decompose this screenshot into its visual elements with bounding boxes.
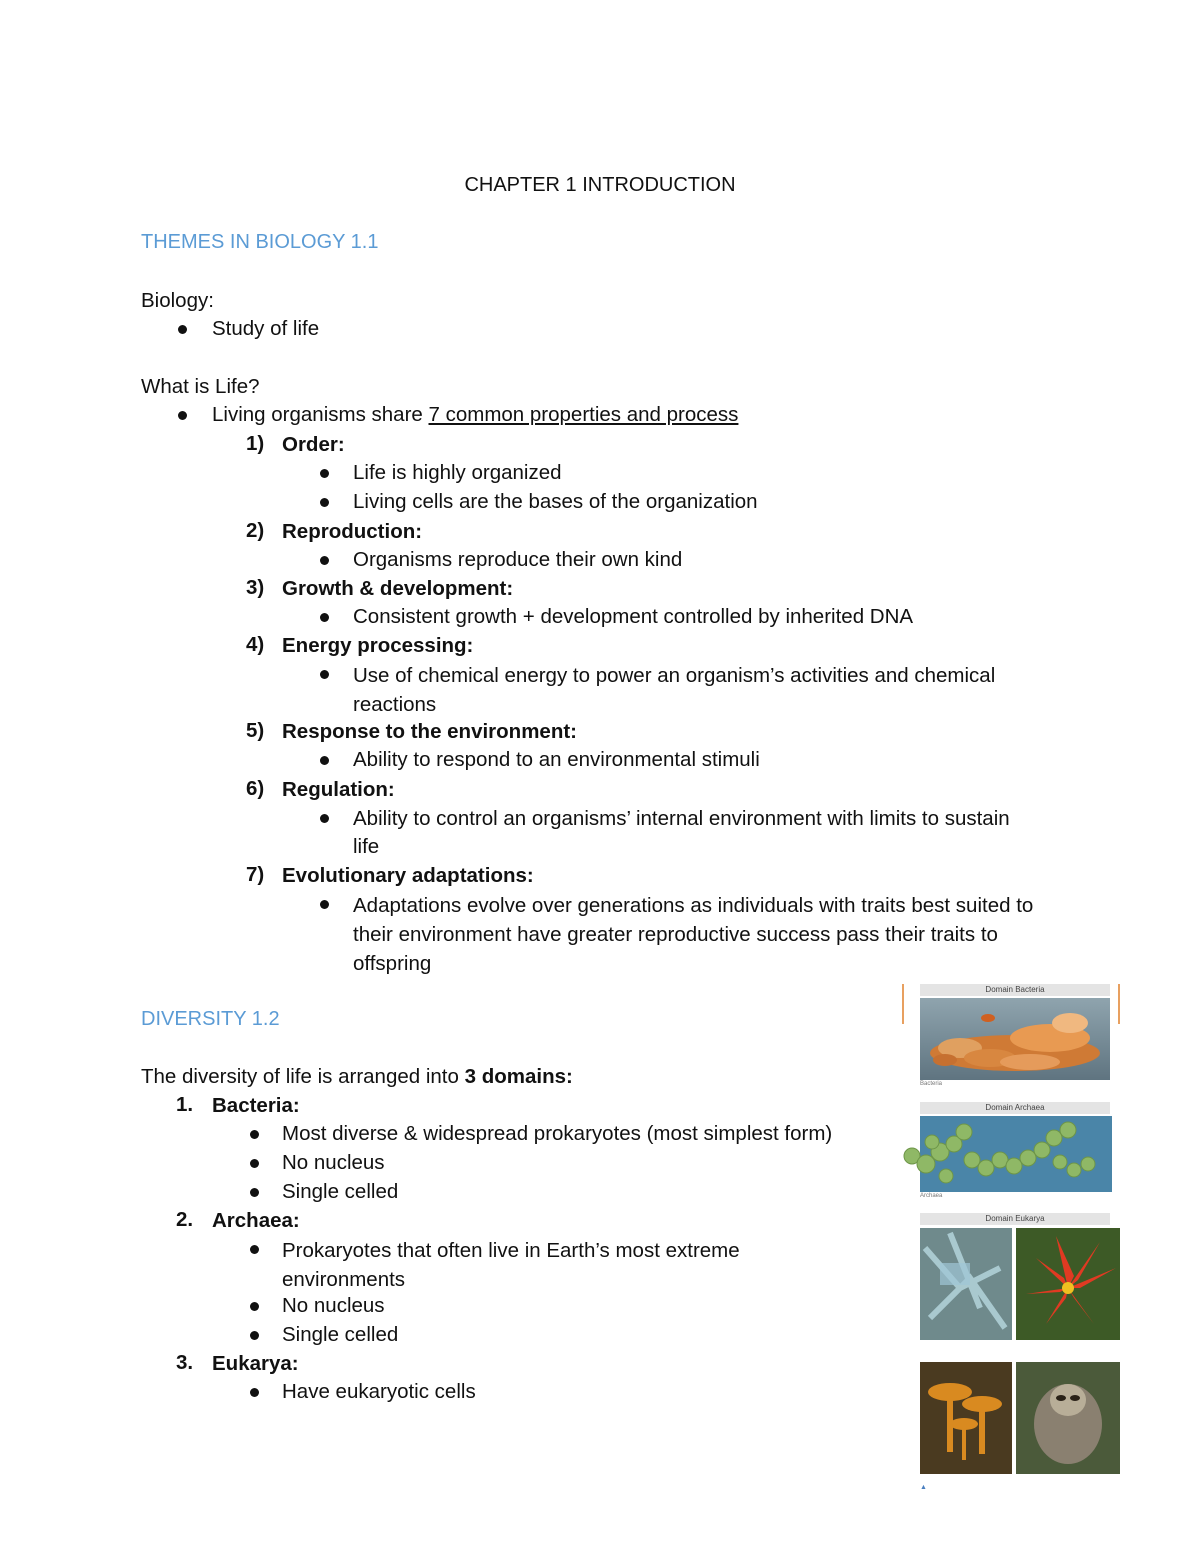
bullet-icon bbox=[250, 1159, 259, 1168]
page-title: CHAPTER 1 INTRODUCTION bbox=[464, 174, 736, 196]
life-intro bbox=[212, 402, 738, 428]
bullet-icon bbox=[250, 1302, 259, 1311]
bullet-icon bbox=[250, 1188, 259, 1197]
biology-label: Biology: bbox=[141, 289, 214, 312]
bullet-icon bbox=[250, 1388, 259, 1397]
domain-number: 3. bbox=[176, 1351, 194, 1374]
caption-archaea: Archaea bbox=[920, 1193, 943, 1199]
property-name: Response to the environment: bbox=[282, 720, 578, 743]
bullet-icon bbox=[250, 1245, 259, 1254]
property-number: 1) bbox=[246, 432, 265, 455]
property-name: Energy processing: bbox=[282, 634, 474, 657]
bullet-icon bbox=[320, 900, 329, 909]
section-heading-themes: THEMES IN BIOLOGY 1.1 bbox=[141, 231, 379, 253]
diversity-intro-prefix: The diversity of life is arranged into bbox=[141, 1065, 465, 1088]
protist-photo bbox=[920, 1228, 1012, 1340]
property-name: Growth & development: bbox=[282, 577, 514, 600]
property-number: 7) bbox=[246, 863, 265, 886]
property-number: 5) bbox=[246, 719, 265, 742]
figure-caption-mark: ▲ bbox=[920, 1484, 927, 1491]
domain-point: Have eukaryotic cells bbox=[282, 1380, 476, 1403]
biology-bullet-text: Study of life bbox=[212, 317, 320, 340]
plant-photo bbox=[1016, 1228, 1120, 1340]
panel-heading-eukarya: Domain Eukarya bbox=[920, 1213, 1110, 1225]
bullet-icon bbox=[250, 1331, 259, 1340]
bullet-icon bbox=[178, 411, 187, 420]
domain-point: No nucleus bbox=[282, 1294, 385, 1317]
bullet-icon bbox=[320, 756, 329, 765]
property-number: 2) bbox=[246, 519, 265, 542]
property-point: Ability to respond to an environmental stimuli bbox=[353, 748, 760, 771]
domain-name: Bacteria: bbox=[212, 1094, 300, 1117]
domain-point: No nucleus bbox=[282, 1151, 385, 1174]
bacteria-photo bbox=[920, 998, 1110, 1080]
property-point: Ability to control an organisms’ internal environment with limits to sustain life bbox=[353, 807, 1010, 858]
bullet-icon bbox=[320, 670, 329, 679]
property-number: 6) bbox=[246, 777, 265, 800]
domain-name: Eukarya: bbox=[212, 1352, 299, 1375]
animal-photo bbox=[1016, 1362, 1120, 1474]
panel-heading-archaea: Domain Archaea bbox=[920, 1102, 1110, 1114]
figure-bracket-left bbox=[902, 984, 904, 1024]
bullet-icon bbox=[320, 469, 329, 478]
bullet-icon bbox=[320, 613, 329, 622]
bullet-icon bbox=[250, 1130, 259, 1139]
property-point: Adaptations evolve over generations as individuals with traits best suited to their environment have greater reproductive success pass their traits to offspring bbox=[353, 894, 1034, 975]
property-point: Living cells are the bases of the organization bbox=[353, 490, 758, 513]
fungi-photo bbox=[920, 1362, 1012, 1474]
domain-number: 2. bbox=[176, 1208, 194, 1231]
bullet-icon bbox=[320, 814, 329, 823]
bullet-icon bbox=[320, 556, 329, 565]
domain-number: 1. bbox=[176, 1093, 194, 1116]
figure-bracket-right bbox=[1118, 984, 1120, 1024]
property-name: Order: bbox=[282, 433, 345, 456]
domains-figure bbox=[900, 982, 1125, 1512]
bullet-icon bbox=[320, 498, 329, 507]
property-name: Evolutionary adaptations: bbox=[282, 864, 534, 887]
life-intro-prefix: Living organisms share bbox=[212, 403, 429, 426]
property-point: Use of chemical energy to power an organism’s activities and chemical reactions bbox=[353, 664, 996, 716]
property-point: Life is highly organized bbox=[353, 461, 562, 484]
property-name: Regulation: bbox=[282, 778, 395, 801]
domain-point: Single celled bbox=[282, 1180, 399, 1203]
property-number: 4) bbox=[246, 633, 265, 656]
section-heading-diversity: DIVERSITY 1.2 bbox=[141, 1008, 280, 1030]
property-number: 3) bbox=[246, 576, 265, 599]
archaea-photo bbox=[902, 1116, 1112, 1192]
life-question: What is Life? bbox=[141, 375, 260, 398]
life-intro-underlined: 7 common properties and process bbox=[428, 403, 739, 426]
domain-name: Archaea: bbox=[212, 1209, 300, 1232]
bullet-icon bbox=[178, 325, 187, 334]
panel-heading-bacteria: Domain Bacteria bbox=[920, 984, 1110, 996]
domain-point: Prokaryotes that often live in Earth’s most extreme environments bbox=[282, 1239, 740, 1291]
domain-point: Most diverse & widespread prokaryotes (most simplest form) bbox=[282, 1122, 833, 1145]
diversity-intro bbox=[141, 1064, 573, 1090]
property-point: Consistent growth + development controlled by inherited DNA bbox=[353, 605, 914, 628]
property-point: Organisms reproduce their own kind bbox=[353, 548, 683, 571]
property-name: Reproduction: bbox=[282, 520, 423, 543]
diversity-intro-bold: 3 domains: bbox=[464, 1065, 573, 1088]
domain-point: Single celled bbox=[282, 1323, 399, 1346]
caption-bacteria: Bacteria bbox=[920, 1081, 943, 1087]
